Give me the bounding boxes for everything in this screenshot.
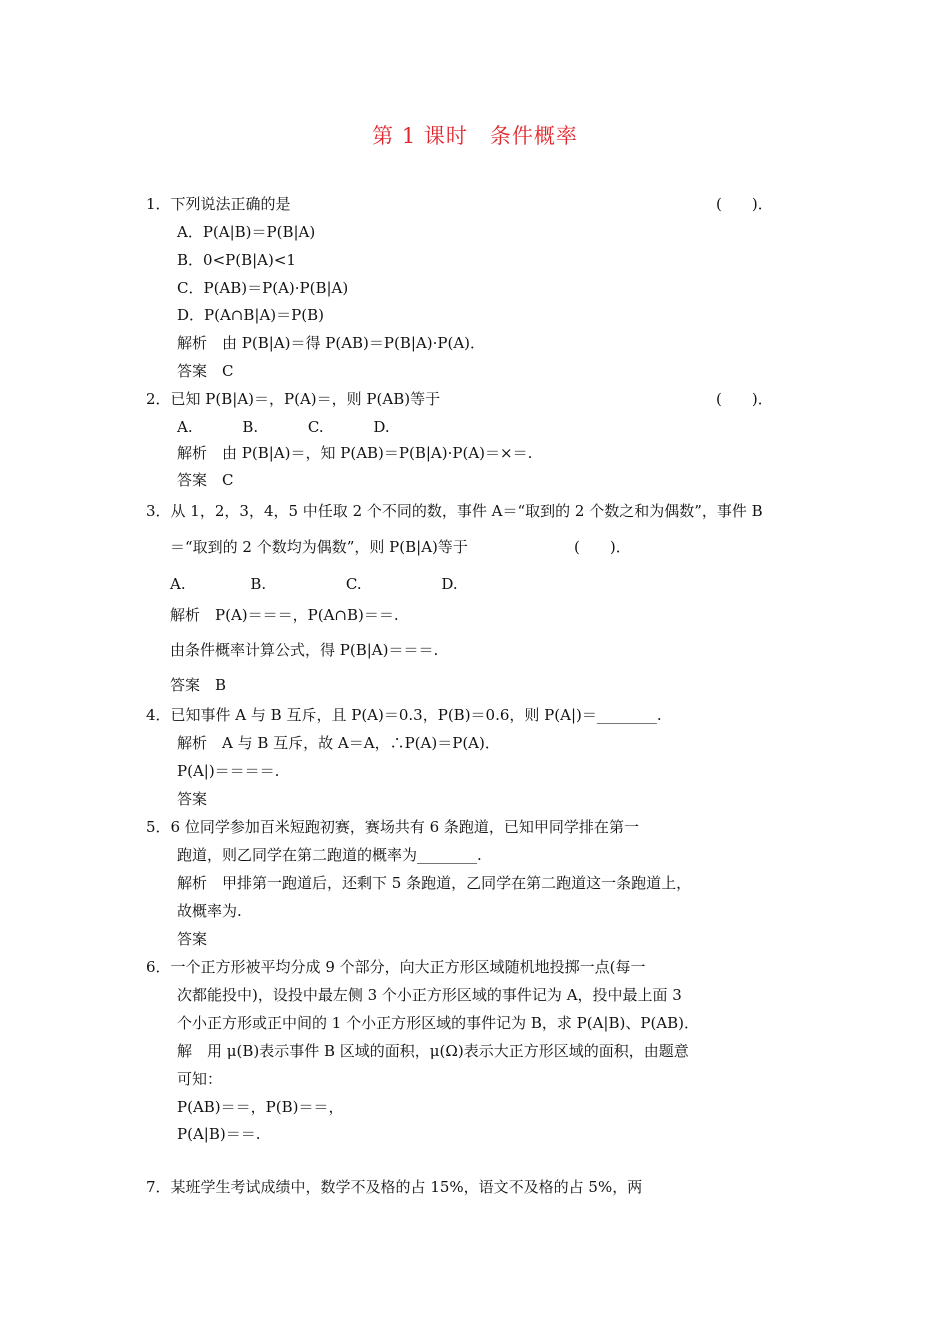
page-title: 第 1 课时 条件概率 (372, 124, 578, 148)
q1-option-c: C．P(AB)＝P(A)·P(B|A) (177, 279, 349, 297)
q5-stem-line1: 5．6 位同学参加百米短跑初赛，赛场共有 6 条跑道，已知甲同学排在第一 (146, 818, 639, 836)
q4-answer: 答案 (177, 790, 208, 808)
q6-solution-line4: P(A|B)＝＝. (177, 1125, 261, 1143)
q2-answer: 答案 C (177, 471, 234, 489)
q1-option-d: D．P(A∩B|A)＝P(B) (177, 306, 324, 324)
q2-stem: 2．已知 P(B|A)＝，P(A)＝，则 P(AB)等于 (146, 390, 441, 408)
q1-analysis: 解析 由 P(B|A)＝得 P(AB)＝P(B|A)·P(A)． (177, 334, 485, 352)
q6-stem-line1: 6．一个正方形被平均分成 9 个部分，向大正方形区域随机地投掷一点(每一 (146, 958, 646, 976)
q2-options: A. B. C. D. (177, 418, 390, 436)
q5-analysis-line1: 解析 甲排第一跑道后，还剩下 5 条跑道，乙同学在第二跑道这一条跑道上， (177, 874, 692, 892)
q5-answer: 答案 (177, 930, 208, 948)
q5-stem-line2: 跑道，则乙同学在第二跑道的概率为________. (177, 846, 482, 864)
q3-stem-line1: 3．从 1，2，3，4，5 中任取 2 个不同的数，事件 A＝“取到的 2 个数之和为偶数”，事件 B (146, 502, 763, 520)
q3-options: A. B. C. D. (170, 575, 458, 593)
q2-answer-bracket: ( )． (716, 390, 773, 408)
q3-answer: 答案 B (170, 676, 227, 694)
q1-answer-bracket: ( )． (716, 195, 773, 213)
q3-answer-bracket: ( )． (574, 538, 631, 556)
q1-answer: 答案 C (177, 362, 234, 380)
q4-stem: 4．已知事件 A 与 B 互斥，且 P(A)＝0.3，P(B)＝0.6，则 P(A|)＝________. (146, 706, 662, 724)
q6-stem-line3: 个小正方形或正中间的 1 个小正方形区域的事件记为 B，求 P(A|B)、P(AB)． (177, 1014, 699, 1032)
q4-analysis-line1: 解析 A 与 B 互斥，故 A＝A，∴P(A)＝P(A)． (177, 734, 500, 752)
q6-solution-line2: 可知： (177, 1070, 223, 1088)
q6-stem-line2: 次都能投中)，设投中最左侧 3 个小正方形区域的事件记为 A，投中最上面 3 (177, 986, 682, 1004)
q7-stem: 7．某班学生考试成绩中，数学不及格的占 15%，语文不及格的占 5%，两 (146, 1178, 643, 1196)
q5-analysis-line2: 故概率为. (177, 902, 242, 920)
q4-analysis-line2: P(A|)＝＝＝＝. (177, 762, 280, 780)
q3-analysis-line1: 解析 P(A)＝＝＝，P(A∩B)＝＝. (170, 606, 399, 624)
q2-analysis: 解析 由 P(B|A)＝，知 P(AB)＝P(B|A)·P(A)＝×＝. (177, 444, 533, 462)
q6-solution-line1: 解 用 μ(B)表示事件 B 区域的面积，μ(Ω)表示大正方形区域的面积，由题意 (177, 1042, 689, 1060)
q1-option-b: B．0<P(B|A)<1 (177, 251, 296, 269)
q3-analysis-line2: 由条件概率计算公式，得 P(B|A)＝＝＝. (170, 641, 439, 659)
q1-option-a: A．P(A|B)＝P(B|A) (177, 223, 316, 241)
q3-stem-line2: ＝“取到的 2 个数均为偶数”，则 P(B|A)等于 (170, 538, 468, 556)
q1-stem: 1．下列说法正确的是 (146, 195, 291, 213)
q6-solution-line3: P(AB)＝＝，P(B)＝＝， (177, 1098, 344, 1116)
